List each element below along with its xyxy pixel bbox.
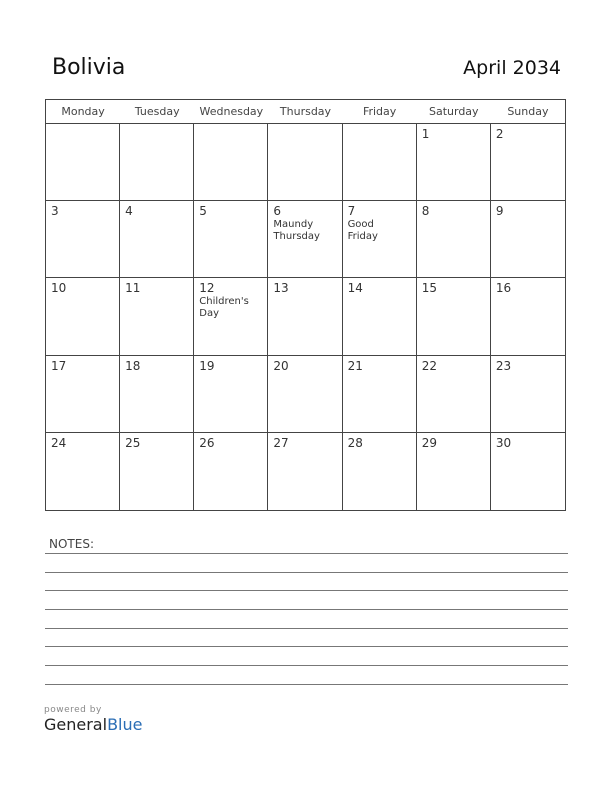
day-cell <box>417 433 491 510</box>
day-number: 14 <box>347 281 363 296</box>
day-cell <box>268 201 342 278</box>
day-number: 29 <box>421 435 437 450</box>
day-number: 28 <box>347 435 363 450</box>
day-number: 8 <box>421 204 430 219</box>
day-number: 11 <box>125 281 141 296</box>
day-cell <box>194 124 268 201</box>
day-cell <box>268 433 342 510</box>
day-number: 30 <box>495 435 512 450</box>
day-number: 6 <box>273 204 282 219</box>
day-cell <box>417 201 491 278</box>
day-cell <box>417 124 491 201</box>
day-number: 18 <box>125 358 141 373</box>
day-cell <box>268 278 342 355</box>
day-number: 17 <box>51 358 67 373</box>
day-number: 13 <box>273 281 289 296</box>
day-cell <box>343 124 417 201</box>
day-cell <box>46 433 120 510</box>
day-cell <box>343 278 417 355</box>
day-cell <box>268 356 342 433</box>
day-number: 21 <box>347 358 363 373</box>
day-cell <box>417 356 491 433</box>
day-number: 1 <box>421 127 430 141</box>
day-cell <box>46 124 120 201</box>
day-number: 24 <box>51 435 67 450</box>
note-line <box>45 665 568 666</box>
day-number: 23 <box>495 358 512 373</box>
day-cell <box>194 356 268 433</box>
day-cell <box>343 201 417 278</box>
weekday-header: Thursday <box>268 100 342 124</box>
brand-logo <box>44 705 142 734</box>
day-number: 22 <box>421 358 437 373</box>
day-number: 2 <box>495 127 504 141</box>
day-number: 9 <box>495 204 504 219</box>
note-line <box>45 590 568 591</box>
day-number: 19 <box>199 358 215 373</box>
day-cell <box>120 278 194 355</box>
weekday-header: Tuesday <box>120 100 194 124</box>
day-cell <box>120 201 194 278</box>
day-cell <box>491 433 565 510</box>
month-title: April 2034 <box>463 57 561 79</box>
day-cell <box>46 278 120 355</box>
day-cell <box>268 124 342 201</box>
day-cell <box>491 278 565 355</box>
powered-by-text: powered by <box>44 705 102 715</box>
brand-general-text: General <box>44 715 108 734</box>
day-number: 3 <box>51 204 59 219</box>
day-number: 25 <box>125 435 141 450</box>
day-number: 15 <box>421 281 437 296</box>
day-number: 4 <box>125 204 133 219</box>
day-number: 5 <box>199 204 207 219</box>
day-number: 16 <box>495 281 512 296</box>
note-line <box>45 628 568 629</box>
calendar-grid <box>45 99 566 511</box>
note-line <box>45 553 568 554</box>
note-line <box>45 646 568 647</box>
day-cell <box>491 356 565 433</box>
day-cell <box>120 124 194 201</box>
day-cell <box>46 356 120 433</box>
day-cell <box>194 433 268 510</box>
holiday-label: Good Friday <box>347 219 378 243</box>
day-number: 12 <box>199 281 215 296</box>
day-number: 26 <box>199 435 215 450</box>
day-cell <box>417 278 491 355</box>
weekday-header: Saturday <box>417 100 491 124</box>
day-cell <box>46 201 120 278</box>
day-cell <box>120 356 194 433</box>
day-number: 27 <box>273 435 289 450</box>
day-cell <box>194 201 268 278</box>
day-cell <box>120 433 194 510</box>
note-line <box>45 572 568 573</box>
notes-label: NOTES: <box>49 537 94 551</box>
day-number: 7 <box>347 204 356 219</box>
day-cell <box>491 201 565 278</box>
day-number: 20 <box>273 358 289 373</box>
note-line <box>45 684 568 685</box>
day-number: 10 <box>51 281 67 296</box>
brand-name <box>44 715 142 734</box>
weekday-header: Friday <box>343 100 417 124</box>
day-cell <box>343 433 417 510</box>
holiday-label: Maundy Thursday <box>273 219 320 243</box>
day-cell <box>491 124 565 201</box>
weekday-header: Wednesday <box>194 100 268 124</box>
note-line <box>45 609 568 610</box>
day-cell <box>343 356 417 433</box>
country-title: Bolivia <box>52 55 126 80</box>
brand-blue-text: Blue <box>107 715 143 734</box>
weekday-header: Sunday <box>491 100 565 124</box>
holiday-label: Children's Day <box>199 296 249 320</box>
weekday-header: Monday <box>46 100 120 124</box>
day-cell <box>194 278 268 355</box>
